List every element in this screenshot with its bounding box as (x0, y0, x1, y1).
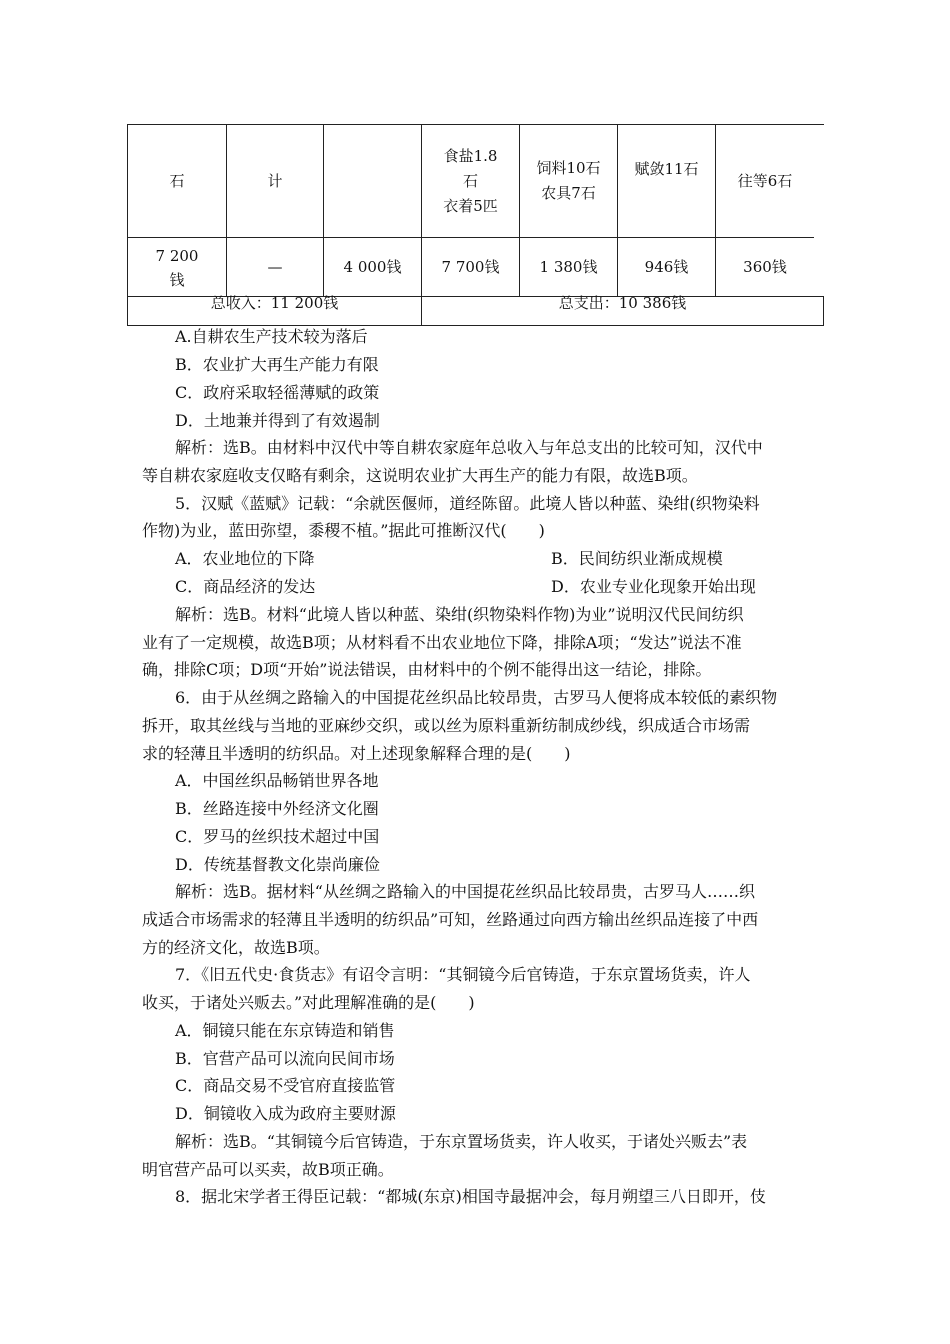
table-cell (323, 124, 422, 238)
q7-option-a: A．铜镜只能在东京铸造和销售 (175, 1021, 395, 1040)
q6-stem-line: 6．由于从丝绸之路输入的中国提花丝织品比较昂贵，古罗马人便将成本较低的素织物 (175, 688, 778, 707)
q6-option-c: C．罗马的丝织技术超过中国 (175, 827, 380, 846)
q6-option-d: D．传统基督教文化崇尚廉俭 (175, 855, 380, 874)
q5-option-c: C．商品经济的发达 (175, 577, 316, 596)
q6-stem-line: 拆开，取其丝线与当地的亚麻纱交织，或以丝为原料重新纺制成纱线，织成适合市场需 (142, 716, 751, 735)
q4-option-d: D．土地兼并得到了有效遏制 (175, 411, 380, 430)
table-cell: 计 (226, 124, 324, 238)
q5-stem-line: 5．汉赋《蓝赋》记载：“余就医偃师，道经陈留。此境人皆以种蓝、染绀(织物染料 (175, 494, 760, 513)
q6-option-b: B．丝路连接中外经济文化圈 (175, 799, 379, 818)
q7-analysis-line: 明官营产品可以买卖，故B项正确。 (142, 1160, 394, 1179)
q6-option-a: A．中国丝织品畅销世界各地 (175, 771, 379, 790)
total-expense-cell: 总支出：10 386钱 (421, 296, 824, 326)
table-cell: 饲料10石 农具7石 (519, 124, 618, 238)
table-cell: 赋敛11石 (617, 124, 716, 238)
q6-stem-line: 求的轻薄且半透明的纺织品。对上述现象解释合理的是( ) (142, 744, 571, 763)
q7-option-b: B．官营产品可以流向民间市场 (175, 1049, 395, 1068)
q4-option-a: A.自耕农生产技术较为落后 (175, 327, 368, 346)
q4-analysis-line: 解析：选B。由材料中汉代中等自耕农家庭年总收入与年总支出的比较可知，汉代中 (175, 438, 763, 457)
q7-option-c: C．商品交易不受官府直接监管 (175, 1076, 396, 1095)
q5-option-a: A．农业地位的下降 (175, 549, 315, 568)
table-cell: 7 700钱 (421, 237, 520, 297)
q5-option-b: B．民间纺织业渐成规模 (551, 549, 723, 568)
q5-option-d: D．农业专业化现象开始出现 (551, 577, 756, 596)
table-cell: 7 200 钱 (127, 237, 227, 297)
table-cell: 石 (127, 124, 227, 238)
q7-option-d: D．铜镜收入成为政府主要财源 (175, 1104, 396, 1123)
q7-stem-line: 7．《旧五代史·食货志》有诏令言明：“其铜镜今后官铸造，于东京置场货卖，许人 (175, 965, 751, 984)
q5-analysis-line: 确，排除C项；D项“开始”说法错误，由材料中的个例不能得出这一结论，排除。 (142, 660, 712, 679)
table-cell: 1 380钱 (519, 237, 618, 297)
table-cell: 4 000钱 (323, 237, 422, 297)
q8-stem-line: 8．据北宋学者王得臣记载：“都城(东京)相国寺最据冲会，每月朔望三八日即开，伎 (175, 1187, 766, 1206)
table-cell: 食盐1.8 石 衣着5匹 (421, 124, 520, 238)
q4-option-b: B．农业扩大再生产能力有限 (175, 355, 379, 374)
total-income-cell: 总收入：11 200钱 (127, 296, 422, 326)
q7-stem-line: 收买，于诸处兴贩去。”对此理解准确的是( ) (142, 993, 475, 1012)
q6-analysis-line: 解析：选B。据材料“从丝绸之路输入的中国提花丝织品比较昂贵，古罗马人……织 (175, 882, 755, 901)
q7-analysis-line: 解析：选B。“其铜镜今后官铸造，于东京置场货卖，许人收买，于诸处兴贩去”表 (175, 1132, 748, 1151)
q5-analysis-line: 业有了一定规模，故选B项；从材料看不出农业地位下降，排除A项；“发达”说法不准 (142, 633, 742, 652)
q5-analysis-line: 解析：选B。材料“此境人皆以种蓝、染绀(织物染料作物)为业”说明汉代民间纺织 (175, 605, 744, 624)
q5-stem-line: 作物)为业，蓝田弥望，黍稷不植。”据此可推断汉代( ) (142, 521, 545, 540)
table-cell: — (226, 237, 324, 297)
table-cell: 往等6石 (715, 124, 814, 238)
q4-option-c: C．政府采取轻徭薄赋的政策 (175, 383, 380, 402)
table-cell: 360钱 (715, 237, 814, 297)
q4-analysis-line: 等自耕农家庭收支仅略有剩余，这说明农业扩大再生产的能力有限，故选B项。 (142, 466, 698, 485)
q6-analysis-line: 方的经济文化，故选B项。 (142, 938, 330, 957)
table-cell: 946钱 (617, 237, 716, 297)
q6-analysis-line: 成适合市场需求的轻薄且半透明的纺织品”可知，丝路通过向西方输出丝织品连接了中西 (142, 910, 759, 929)
